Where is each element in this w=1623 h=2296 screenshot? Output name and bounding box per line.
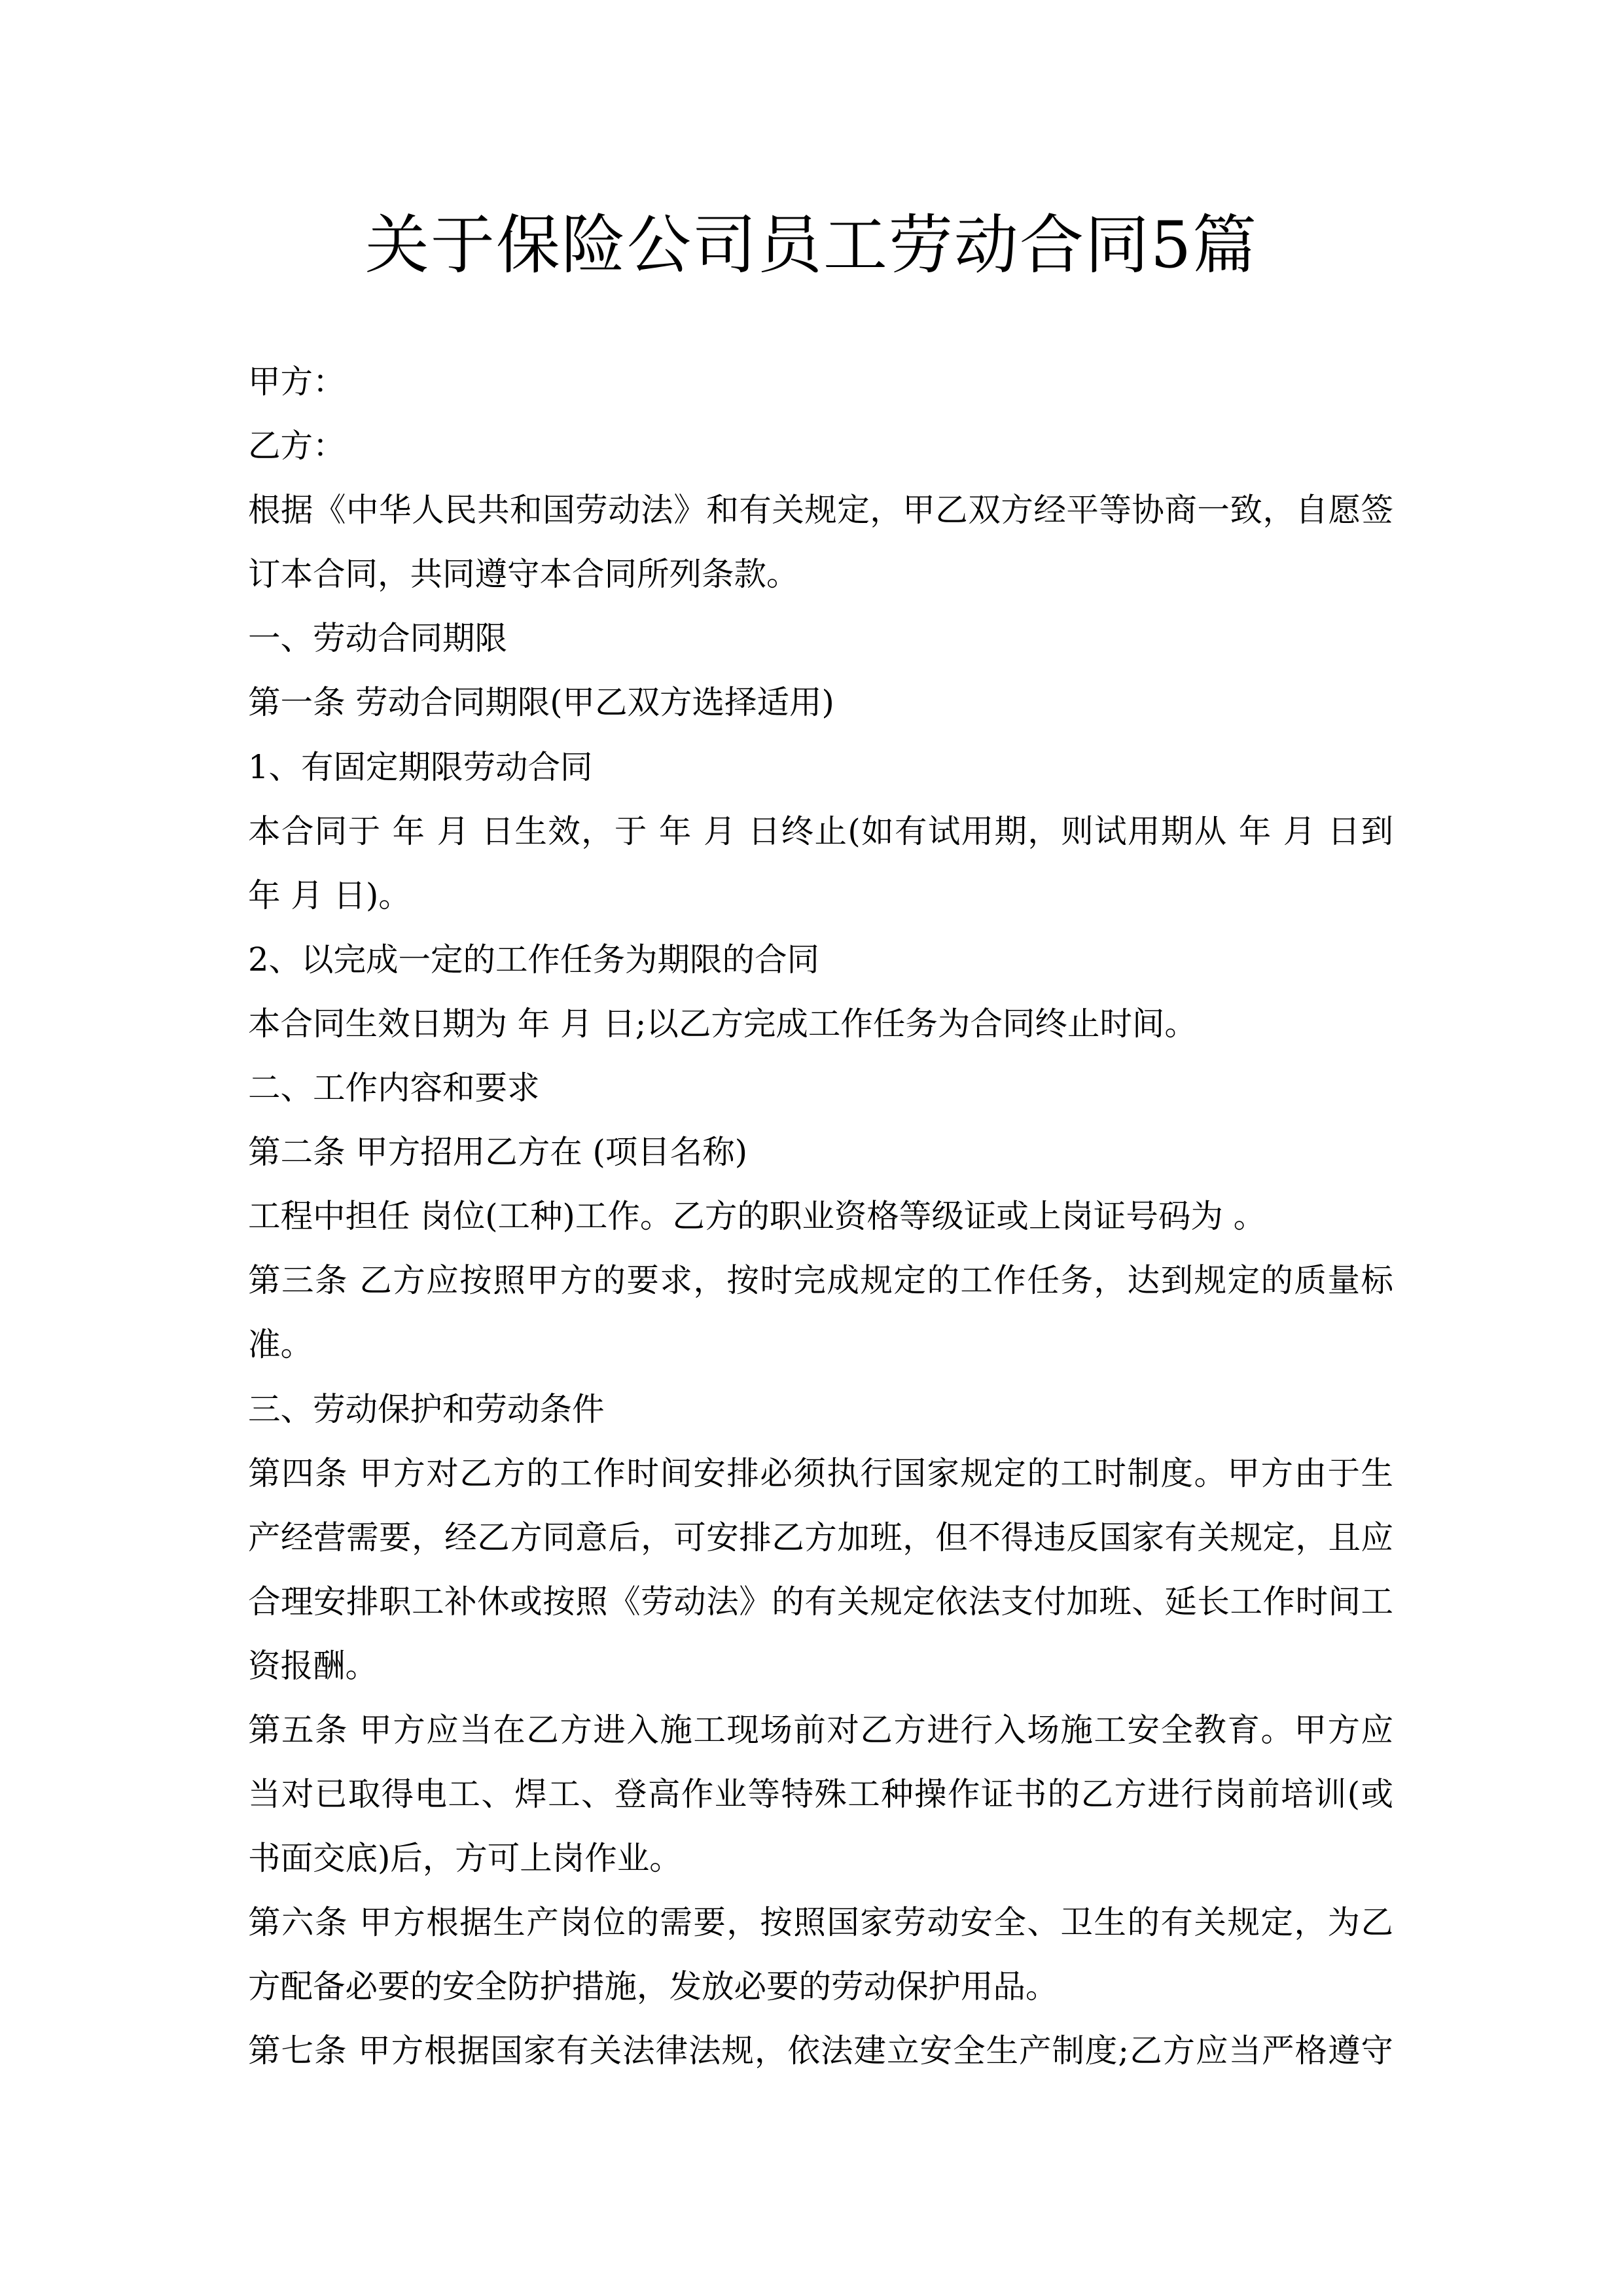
text-line: 订本合同，共同遵守本合同所列条款。 bbox=[248, 555, 799, 594]
text-line: 工程中担任 岗位(工种)工作。乙方的职业资格等级证或上岗证号码为 。 bbox=[248, 1197, 1266, 1236]
text-line: 2、以完成一定的工作任务为期限的合同 bbox=[248, 940, 819, 978]
text-line: 合理安排职工补休或按照《劳动法》的有关规定依法支付加班、延长工作时间工 bbox=[248, 1582, 1393, 1621]
text-line: 第三条 乙方应按照甲方的要求，按时完成规定的工作任务，达到规定的质量标 bbox=[248, 1261, 1393, 1300]
text-line: 本合同生效日期为 年 月 日;以乙方完成工作任务为合同终止时间。 bbox=[248, 1004, 1197, 1043]
text-line: 根据《中华人民共和国劳动法》和有关规定，甲乙双方经平等协商一致，自愿签 bbox=[248, 491, 1393, 529]
text-line: 二、工作内容和要求 bbox=[248, 1069, 540, 1107]
document-body bbox=[248, 350, 1393, 2083]
text-line: 甲方： bbox=[248, 363, 346, 401]
text-line: 资报酬。 bbox=[248, 1646, 378, 1685]
text-line: 年 月 日)。 bbox=[248, 876, 411, 914]
text-line: 第六条 甲方根据生产岗位的需要，按照国家劳动安全、卫生的有关规定，为乙 bbox=[248, 1903, 1393, 1942]
text-line: 方配备必要的安全防护措施，发放必要的劳动保护用品。 bbox=[248, 1967, 1058, 2006]
text-line: 书面交底)后，方可上岗作业。 bbox=[248, 1839, 682, 1878]
text-line: 三、劳动保护和劳动条件 bbox=[248, 1390, 605, 1428]
text-line: 第七条 甲方根据国家有关法律法规，依法建立安全生产制度;乙方应当严格遵守 bbox=[248, 2032, 1393, 2070]
text-line: 本合同于 年 月 日生效，于 年 月 日终止(如有试用期，则试用期从 年 月 日到 bbox=[248, 812, 1393, 850]
text-line: 乙方： bbox=[248, 427, 346, 465]
document-title: 关于保险公司员工劳动合同5篇 bbox=[365, 208, 1258, 283]
text-line: 产经营需要，经乙方同意后，可安排乙方加班，但不得违反国家有关规定，且应 bbox=[248, 1518, 1393, 1556]
text-line: 1、有固定期限劳动合同 bbox=[248, 747, 593, 786]
text-line: 第四条 甲方对乙方的工作时间安排必须执行国家规定的工时制度。甲方由于生 bbox=[248, 1454, 1393, 1492]
text-line: 第五条 甲方应当在乙方进入施工现场前对乙方进行入场施工安全教育。甲方应 bbox=[248, 1710, 1393, 1749]
text-line: 当对已取得电工、焊工、登高作业等特殊工种操作证书的乙方进行岗前培训(或 bbox=[248, 1775, 1393, 1814]
text-line: 第一条 劳动合同期限(甲乙双方选择适用) bbox=[248, 683, 834, 722]
text-line: 第二条 甲方招用乙方在 (项目名称) bbox=[248, 1133, 748, 1172]
text-line: 一、劳动合同期限 bbox=[248, 619, 507, 658]
text-line: 准。 bbox=[248, 1325, 313, 1364]
